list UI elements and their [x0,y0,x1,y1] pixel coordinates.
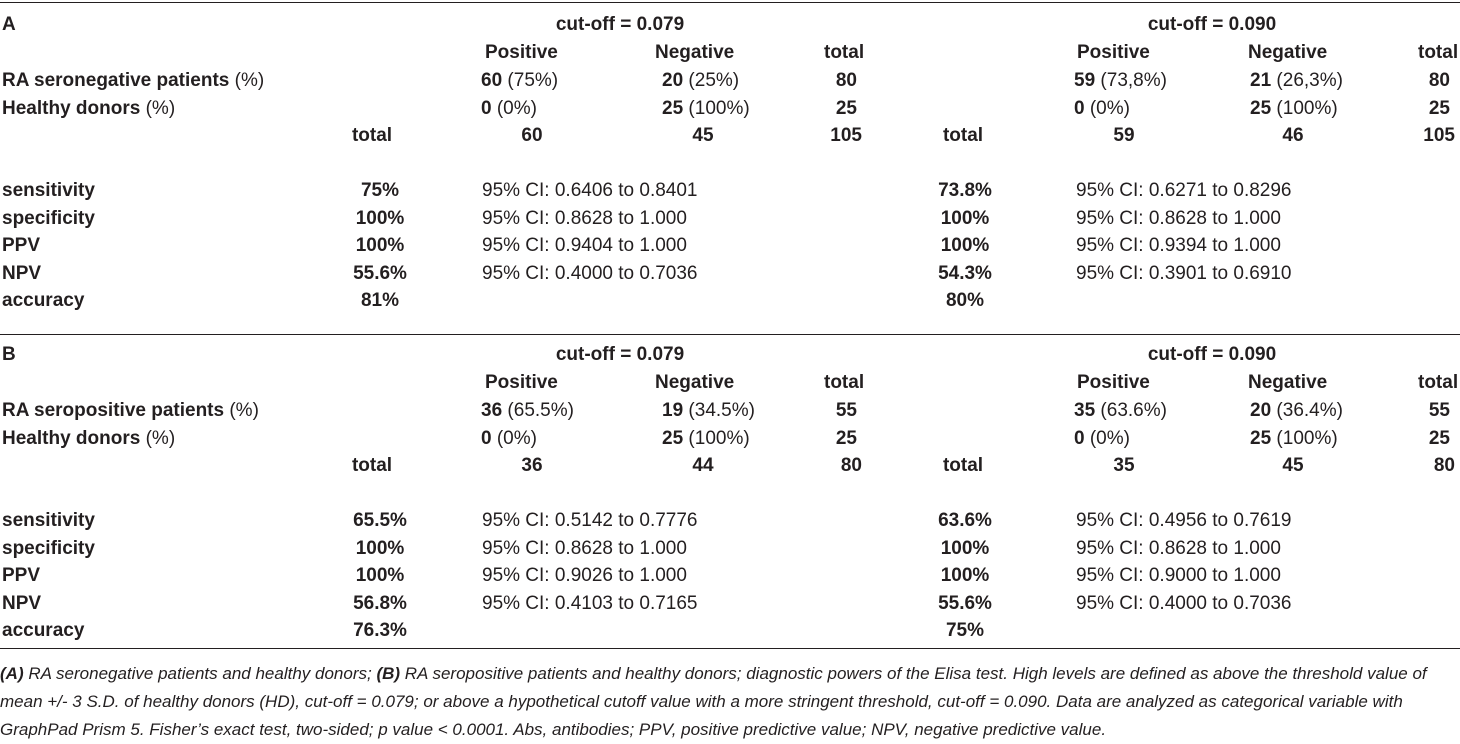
total-cell: 25 [835,427,857,449]
total-negative: 45 [1282,455,1304,476]
metric-value: 100% [355,207,405,229]
metric-value: 55.6% [353,262,407,284]
metric-value: 100% [940,235,990,256]
negative-cell-count: 25 [662,97,684,119]
positive-cell [1074,428,1130,450]
metric-ci: 95% CI: 0.9404 to 1.000 [482,235,687,256]
metric-ci: 95% CI: 0.4000 to 0.7036 [482,262,698,284]
metric-value: 100% [940,207,990,229]
metric-ci: 95% CI: 0.9000 to 1.000 [1076,565,1281,586]
negative-cell [662,70,739,92]
header-negative: Negative [1248,372,1328,393]
metric-value: 76.3% [353,620,407,641]
row-label [2,428,175,450]
metric-name: NPV [2,592,42,614]
negative-cell-count: 25 [662,427,684,449]
negative-cell [1250,70,1343,92]
metric-value: 65.5% [353,510,407,531]
row-label-text: RA seronegative patients [2,70,230,91]
total-positive: 35 [1113,455,1135,476]
negative-cell [1250,428,1338,450]
metric-ci: 95% CI: 0.6406 to 0.8401 [482,180,698,201]
negative-cell [1250,98,1338,120]
negative-cell-percent: (100%) [1276,97,1338,119]
header-negative: Negative [655,372,735,393]
positive-cell [481,400,574,422]
metric-value: 100% [940,537,990,559]
metric-name: specificity [2,207,95,229]
positive-cell-count: 0 [1074,427,1085,449]
total-cell: 55 [1428,400,1450,421]
negative-cell-count: 21 [1250,70,1272,91]
total-cell: 25 [1428,427,1450,449]
metric-name: sensitivity [2,180,95,201]
caption-b-label: (B) [376,664,401,683]
metric-value: 75% [945,620,985,641]
cutoff-heading-1: cut-off = 0.079 [555,344,685,365]
row-label [2,70,264,92]
total-negative: 46 [1282,125,1304,146]
metric-value: 75% [360,180,400,201]
negative-cell-percent: (26,3%) [1276,70,1343,91]
header-total: total [824,42,865,63]
metric-value: 100% [355,565,405,586]
row-label [2,98,175,120]
positive-cell-count: 60 [481,70,503,91]
negative-cell-count: 25 [1250,97,1272,119]
total-row-label: total [942,125,984,146]
cutoff-heading-2: cut-off = 0.090 [1147,14,1277,35]
negative-cell [662,428,750,450]
metric-ci: 95% CI: 0.4000 to 0.7036 [1076,592,1292,614]
metric-value: 100% [940,565,990,586]
metric-ci: 95% CI: 0.8628 to 1.000 [482,207,687,229]
metric-value: 56.8% [353,592,407,614]
section-label: A [2,14,16,35]
positive-cell [481,98,537,120]
section-divider-rule [0,334,1460,335]
positive-cell [1074,400,1167,422]
total-grand: 80 [1433,455,1455,476]
metric-name: specificity [2,537,95,559]
positive-cell-count: 35 [1074,400,1096,421]
negative-cell-count: 20 [1250,400,1272,421]
negative-cell [1250,400,1343,422]
total-grand: 80 [840,455,862,476]
metric-value: 80% [945,290,985,311]
total-positive: 36 [521,455,543,476]
cutoff-heading-2: cut-off = 0.090 [1147,344,1277,365]
positive-cell-percent: (0%) [1089,427,1130,449]
total-row-label: total [351,125,393,146]
row-label-text: Healthy donors [2,427,141,449]
table-caption [0,660,1460,744]
section-label: B [2,344,16,365]
total-cell: 25 [835,97,857,119]
caption-a-label: (A) [0,664,24,683]
negative-cell-count: 19 [662,400,684,421]
total-negative: 44 [692,455,714,476]
cutoff-heading-1: cut-off = 0.079 [555,14,685,35]
header-total: total [824,372,865,393]
total-cell: 80 [1428,70,1450,91]
total-row-label: total [351,455,393,476]
total-cell: 25 [1428,97,1450,119]
positive-cell [481,428,537,450]
bottom-rule [0,648,1460,649]
metric-value: 63.6% [938,510,992,531]
negative-cell-percent: (25%) [688,70,740,91]
positive-cell [481,70,558,92]
row-label-text: Healthy donors [2,97,141,119]
metric-ci: 95% CI: 0.6271 to 0.8296 [1076,180,1292,201]
metric-ci: 95% CI: 0.9026 to 1.000 [482,565,687,586]
metric-ci: 95% CI: 0.5142 to 0.7776 [482,510,698,531]
positive-cell [1074,98,1130,120]
metric-ci: 95% CI: 0.3901 to 0.6910 [1076,262,1292,284]
negative-cell-percent: (100%) [688,97,750,119]
positive-cell-count: 0 [481,427,492,449]
row-label [2,400,259,422]
negative-cell-count: 20 [662,70,684,91]
positive-cell-count: 0 [481,97,492,119]
metric-value: 100% [355,537,405,559]
positive-cell [1074,70,1167,92]
negative-cell-percent: (36.4%) [1276,400,1343,421]
header-positive: Positive [1077,372,1150,393]
total-cell: 80 [835,70,857,91]
negative-cell [662,98,750,120]
header-negative: Negative [655,42,735,63]
metric-value: 55.6% [938,592,992,614]
row-label-text: RA seropositive patients [2,400,225,421]
metric-value: 81% [360,290,400,311]
total-positive: 59 [1113,125,1135,146]
header-total: total [1418,42,1459,63]
positive-cell-percent: (63.6%) [1100,400,1167,421]
metric-ci: 95% CI: 0.4103 to 0.7165 [482,592,698,614]
metric-name: sensitivity [2,510,95,531]
total-grand: 105 [1423,125,1455,146]
positive-cell-percent: (0%) [496,427,537,449]
positive-cell-percent: (75%) [507,70,559,91]
header-positive: Positive [1077,42,1150,63]
metric-value: 100% [355,235,405,256]
negative-cell-percent: (34.5%) [688,400,755,421]
header-positive: Positive [485,42,558,63]
metric-name: accuracy [2,620,85,641]
metric-value: 73.8% [938,180,992,201]
positive-cell-percent: (0%) [1089,97,1130,119]
metric-name: PPV [2,565,41,586]
metric-name: NPV [2,262,42,284]
metric-name: PPV [2,235,41,256]
metric-ci: 95% CI: 0.8628 to 1.000 [482,537,687,559]
negative-cell-count: 25 [1250,427,1272,449]
metric-ci: 95% CI: 0.9394 to 1.000 [1076,235,1281,256]
header-negative: Negative [1248,42,1328,63]
top-rule [0,2,1460,3]
positive-cell-count: 0 [1074,97,1085,119]
row-label-unit: (%) [229,400,259,421]
row-label-unit: (%) [145,427,176,449]
total-grand: 105 [830,125,862,146]
total-negative: 45 [692,125,714,146]
total-row-label: total [942,455,984,476]
negative-cell [662,400,755,422]
negative-cell-percent: (100%) [688,427,750,449]
header-total: total [1418,372,1459,393]
metric-ci: 95% CI: 0.4956 to 0.7619 [1076,510,1292,531]
total-cell: 55 [835,400,857,421]
header-positive: Positive [485,372,558,393]
metric-ci: 95% CI: 0.8628 to 1.000 [1076,207,1281,229]
metric-name: accuracy [2,290,85,311]
positive-cell-percent: (0%) [496,97,537,119]
positive-cell-percent: (65.5%) [507,400,574,421]
row-label-unit: (%) [145,97,176,119]
total-positive: 60 [521,125,543,146]
metric-value: 54.3% [938,262,992,284]
positive-cell-percent: (73,8%) [1100,70,1167,91]
metric-ci: 95% CI: 0.8628 to 1.000 [1076,537,1281,559]
caption-a-text: RA seronegative patients and healthy donors; [23,664,377,683]
negative-cell-percent: (100%) [1276,427,1338,449]
row-label-unit: (%) [234,70,265,91]
positive-cell-count: 59 [1074,70,1096,91]
caption-b-text: RA seropositive patients and healthy donors; diagnostic powers of the Elisa test. High levels are defined as above the threshold value of mean +/- 3 S.D. of healthy donors (HD), cut-off = 0.079; or above a hypothetical cutoff value with a more stringent threshold, cut-off = 0.090. Data are analyzed as categorical variable with GraphPad Prism 5. Fisher’s exact test, two-sided; p value < 0.0001. Abs, antibodies; PPV, positive predictive value; NPV, negative predictive value. [0,664,1427,739]
positive-cell-count: 36 [481,400,503,421]
